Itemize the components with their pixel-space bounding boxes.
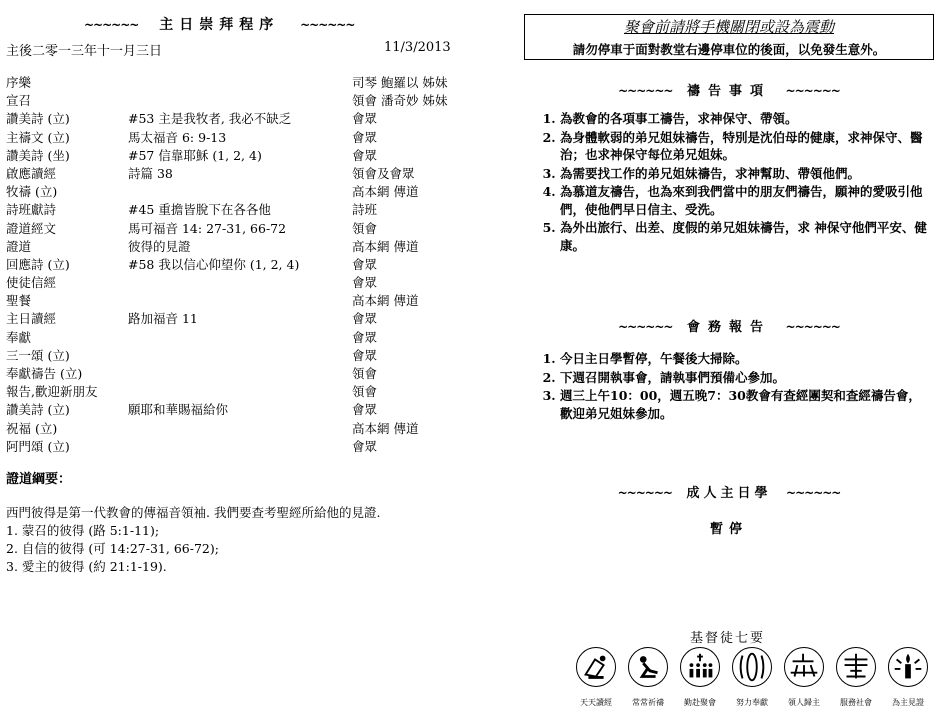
service-order-title: 主日崇拜程序 bbox=[159, 17, 280, 33]
prayer-section-heading bbox=[520, 80, 938, 99]
sunday-school-status: 暫停 bbox=[709, 522, 748, 537]
decorative-flourish-right: ~~~~~~ bbox=[300, 18, 355, 32]
service-order-list bbox=[6, 74, 466, 456]
service-order-row bbox=[6, 74, 466, 92]
seven-musts-icons bbox=[576, 647, 938, 687]
decorative-flourish-right: ~~~~~~ bbox=[786, 486, 841, 500]
service-item-name: 主禱文 (立) bbox=[6, 129, 70, 145]
service-item-detail: 彼得的見證 bbox=[128, 238, 191, 254]
report-list bbox=[520, 350, 932, 423]
service-item-leader: 會眾 bbox=[352, 111, 378, 127]
service-item-name: 主日讀經 bbox=[6, 311, 57, 327]
service-order-row bbox=[6, 129, 466, 147]
sunday-school-heading bbox=[520, 482, 938, 501]
service-item-leader: 領會 潘奇妙 姊妹 bbox=[352, 93, 448, 109]
service-order-row bbox=[6, 310, 466, 328]
caption-witness: 為主見證 bbox=[892, 698, 924, 707]
service-item-detail: 願耶和華賜福給你 bbox=[128, 402, 229, 418]
congregation-icon bbox=[680, 647, 720, 687]
service-order-row bbox=[6, 220, 466, 238]
service-item-name: 阿門頌 (立) bbox=[6, 438, 70, 454]
service-item-name: 使徒信經 bbox=[6, 275, 57, 291]
service-item-name: 證道經文 bbox=[6, 220, 57, 236]
report-section-title: 會務報告 bbox=[686, 320, 771, 335]
prayer-item: 2. 為身體軟弱的弟兄姐妹禱告，特別是沈伯母的健康，求神保守、醫治；也求神保守每位弟兄姐妹。 bbox=[560, 129, 932, 164]
report-item: 3. 週三上午10：00，週五晚7：30教會有查經團契和查經禱告會，歡迎弟兄姐妹參加。 bbox=[560, 387, 932, 422]
service-item-leader: 高本網 傳道 bbox=[352, 238, 419, 254]
christian-seven-musts-title: 基督徒七要 bbox=[690, 631, 766, 646]
decorative-flourish-right: ~~~~~~ bbox=[785, 84, 840, 98]
service-item-name: 聖餐 bbox=[6, 293, 32, 309]
offering-icon bbox=[732, 647, 772, 687]
service-item-leader: 詩班 bbox=[352, 202, 378, 218]
service-order-row bbox=[6, 238, 466, 256]
sermon-outline-point: 3. 愛主的彼得 (約 21:1-19). bbox=[6, 559, 167, 574]
report-item: 2. 下週召開執事會，請執事們預備心參加。 bbox=[560, 369, 932, 387]
prayer-list bbox=[520, 110, 932, 255]
service-item-detail: #58 我以信心仰望你 (1, 2, 4) bbox=[128, 256, 300, 272]
service-item-name: 祝福 (立) bbox=[6, 420, 58, 436]
service-order-row bbox=[6, 438, 466, 456]
service-order-row bbox=[6, 292, 466, 310]
sermon-outline-point: 2. 自信的彼得 (可 14:27-31, 66-72); bbox=[6, 541, 219, 556]
phone-silence-notice: 聚會前請將手機關閉或設為震動 bbox=[623, 18, 834, 36]
service-order-row bbox=[6, 420, 466, 438]
decorative-flourish-right: ~~~~~~ bbox=[785, 320, 840, 334]
prayer-section-title: 禱告事項 bbox=[686, 84, 771, 99]
parking-notice: 請勿停車于面對教堂右邊停車位的後面，以免發生意外。 bbox=[572, 42, 886, 57]
service-item-leader: 會眾 bbox=[352, 402, 378, 418]
service-item-leader: 會眾 bbox=[352, 347, 378, 363]
report-item: 1. 今日主日學暫停，午餐後大掃除。 bbox=[560, 350, 932, 368]
service-item-leader: 會眾 bbox=[352, 256, 378, 272]
service-item-detail: 馬太福音 6: 9-13 bbox=[128, 129, 227, 145]
report-section-heading bbox=[520, 316, 938, 335]
caption-service: 服務社會 bbox=[840, 698, 872, 707]
caption-offering: 努力奉獻 bbox=[736, 698, 768, 707]
service-item-leader: 會眾 bbox=[352, 275, 378, 291]
caption-meeting: 勤赴聚會 bbox=[684, 698, 716, 707]
evangelism-icon bbox=[784, 647, 824, 687]
service-item-leader: 領會 bbox=[352, 384, 378, 400]
service-item-leader: 會眾 bbox=[352, 329, 378, 345]
service-item-detail: 馬可福音 14: 27-31, 66-72 bbox=[128, 220, 287, 236]
decorative-flourish-left: ~~~~~~ bbox=[84, 18, 139, 32]
caption-evangelism: 領人歸主 bbox=[788, 698, 820, 707]
service-item-name: 奉獻 bbox=[6, 329, 32, 345]
bulletin-right-panel bbox=[520, 0, 938, 713]
sermon-outline-intro: 西門彼得是第一代教會的傳福音領袖. 我們要查考聖經所給他的見證. bbox=[6, 505, 381, 520]
service-item-name: 三一頌 (立) bbox=[6, 347, 70, 363]
service-order-row bbox=[6, 347, 466, 365]
service-order-heading bbox=[84, 14, 354, 34]
service-item-detail: 詩篇 38 bbox=[128, 165, 173, 181]
service-item-name: 牧禱 (立) bbox=[6, 184, 58, 200]
service-item-name: 回應詩 (立) bbox=[6, 256, 70, 272]
caption-bible-reading: 天天讀經 bbox=[580, 698, 612, 707]
notice-box bbox=[524, 14, 934, 60]
bulletin-left-panel bbox=[6, 0, 476, 713]
service-item-detail: 路加福音 11 bbox=[128, 311, 198, 327]
caption-prayer: 常常祈禱 bbox=[632, 698, 664, 707]
service-item-leader: 高本網 傳道 bbox=[352, 293, 419, 309]
decorative-flourish-left: ~~~~~~ bbox=[618, 84, 673, 98]
service-order-row bbox=[6, 147, 466, 165]
date-chinese: 主後二零一三年十一月三日 bbox=[6, 44, 163, 59]
service-item-detail: #53 主是我牧者, 我必不缺乏 bbox=[128, 111, 292, 127]
service-order-row bbox=[6, 274, 466, 292]
service-order-row bbox=[6, 110, 466, 128]
service-icon bbox=[836, 647, 876, 687]
service-item-name: 宣召 bbox=[6, 93, 32, 109]
service-item-name: 啟應讀經 bbox=[6, 165, 57, 181]
service-order-row bbox=[6, 201, 466, 219]
service-item-name: 讚美詩 (立) bbox=[6, 402, 70, 418]
candle-witness-icon bbox=[888, 647, 928, 687]
service-item-leader: 領會 bbox=[352, 366, 378, 381]
service-order-row bbox=[6, 383, 466, 401]
service-item-leader: 高本網 傳道 bbox=[352, 420, 419, 436]
decorative-flourish-left: ~~~~~~ bbox=[618, 320, 673, 334]
service-order-row bbox=[6, 365, 466, 383]
service-order-row bbox=[6, 401, 466, 419]
sermon-outline-point: 1. 蒙召的彼得 (路 5:1-11); bbox=[6, 523, 160, 538]
service-order-row bbox=[6, 183, 466, 201]
sermon-outline bbox=[6, 504, 446, 576]
prayer-item: 4. 為慕道友禱告，也為來到我們當中的朋友們禱告，願神的愛吸引他們，使他們早日信主、受洗。 bbox=[560, 183, 932, 218]
service-order-row bbox=[6, 92, 466, 110]
service-order-row bbox=[6, 256, 466, 274]
service-item-leader: 會眾 bbox=[352, 129, 378, 145]
service-item-leader: 會眾 bbox=[352, 311, 378, 327]
service-order-row bbox=[6, 165, 466, 183]
service-item-name: 詩班獻詩 bbox=[6, 202, 57, 218]
sunday-school-title: 成人主日學 bbox=[686, 486, 772, 501]
service-item-leader: 高本網 傳道 bbox=[352, 184, 419, 200]
service-item-leader: 會眾 bbox=[352, 438, 378, 454]
date-numeric: 11/3/2013 bbox=[384, 40, 451, 55]
decorative-flourish-left: ~~~~~~ bbox=[617, 486, 672, 500]
sermon-outline-title: 證道綱要： bbox=[6, 472, 72, 487]
service-item-name: 序樂 bbox=[6, 75, 32, 90]
service-item-detail: #45 重擔皆脫下在各各他 bbox=[128, 202, 271, 218]
kneeling-prayer-icon bbox=[628, 647, 668, 687]
service-item-name: 報告,歡迎新朋友 bbox=[6, 384, 98, 400]
bible-reading-icon bbox=[576, 647, 616, 687]
service-item-leader: 領會 bbox=[352, 220, 378, 236]
prayer-item: 1. 為教會的各項事工禱告，求神保守、帶領。 bbox=[560, 110, 932, 128]
service-item-name: 奉獻禱告 (立) bbox=[6, 366, 83, 381]
service-order-row bbox=[6, 329, 466, 347]
service-item-name: 讚美詩 (坐) bbox=[6, 147, 70, 163]
service-item-name: 證道 bbox=[6, 238, 32, 254]
service-item-leader: 領會及會眾 bbox=[352, 165, 415, 181]
prayer-item: 3. 為需要找工作的弟兄姐妹禱告，求神幫助、帶領他們。 bbox=[560, 165, 932, 183]
service-item-leader: 會眾 bbox=[352, 147, 378, 163]
prayer-item: 5. 為外出旅行、出差、度假的弟兄姐妹禱告，求 神保守他們平安、健康。 bbox=[560, 219, 932, 254]
service-item-detail: #57 信靠耶穌 (1, 2, 4) bbox=[128, 147, 262, 163]
service-item-name: 讚美詩 (立) bbox=[6, 111, 70, 127]
service-item-leader: 司琴 鮑羅以 姊妹 bbox=[352, 75, 448, 90]
